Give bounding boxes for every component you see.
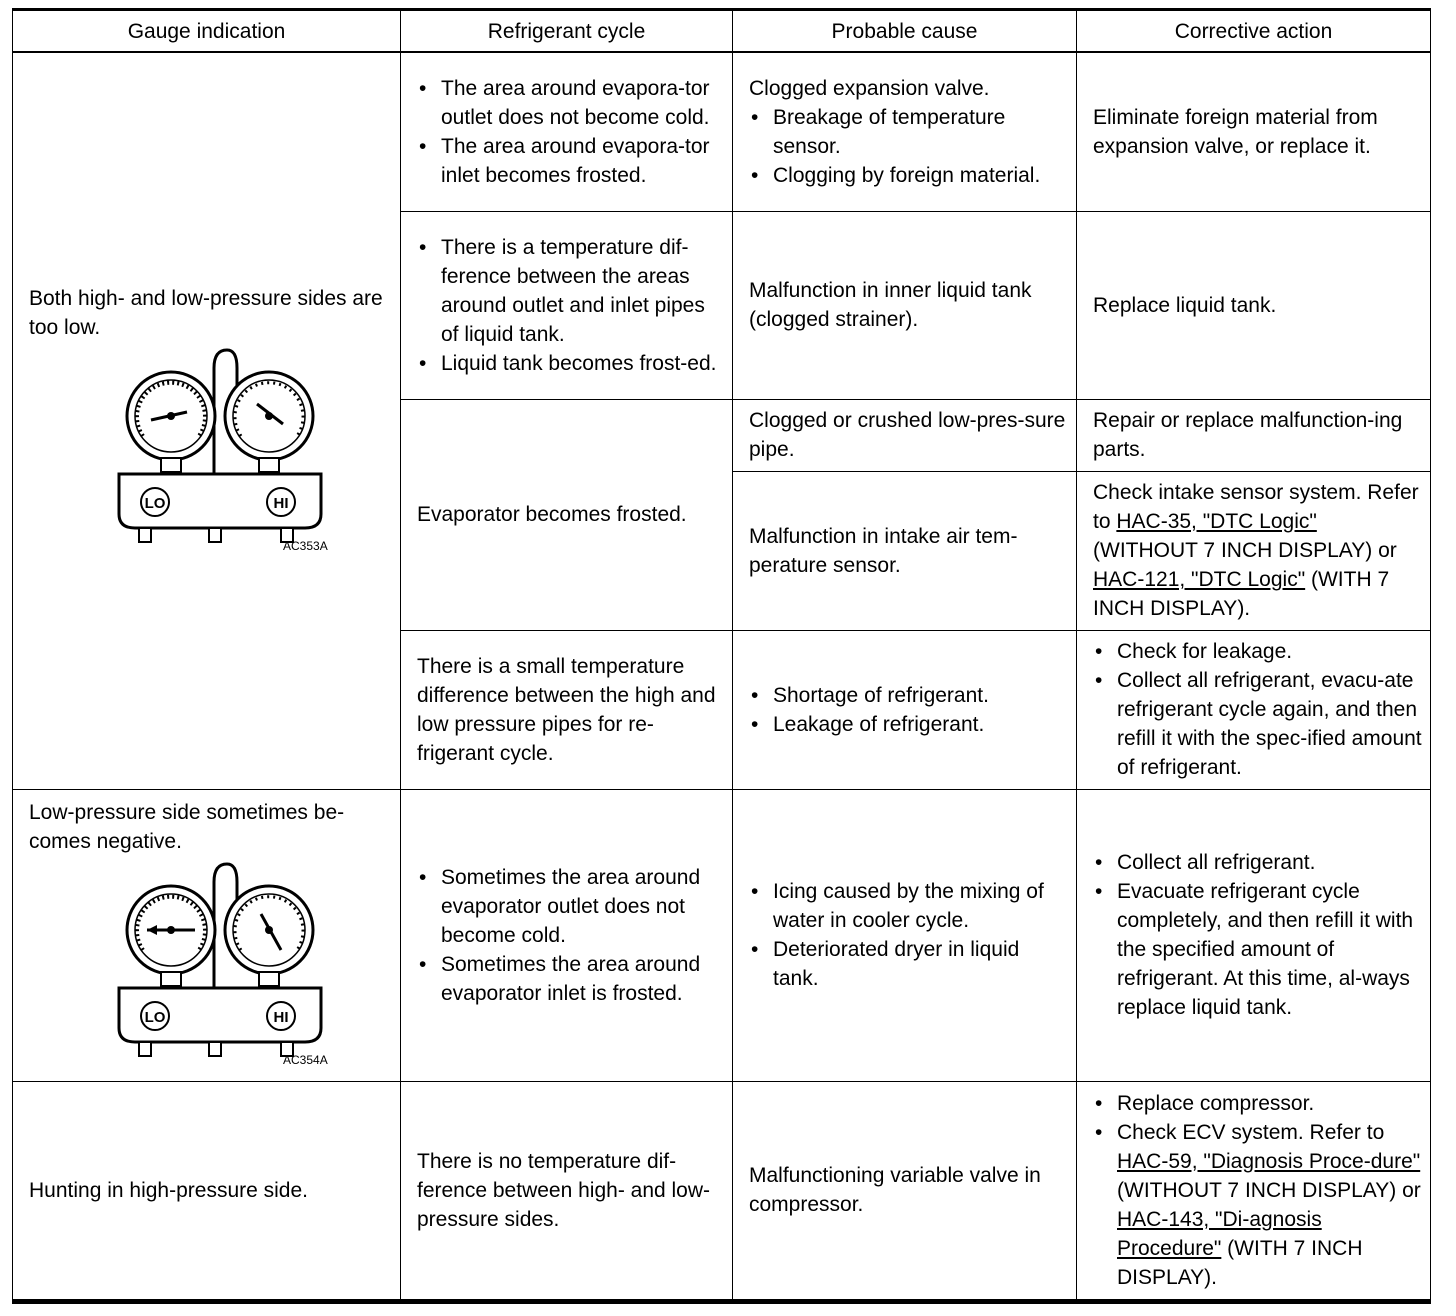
- table-row: [13, 789, 1431, 1081]
- action-text: (WITH 7 INCH DISPLAY).: [1117, 1236, 1363, 1289]
- list-item: • The area around evapora-tor inlet becomes frosted.: [417, 132, 724, 190]
- action-cell: [1077, 789, 1431, 1081]
- cause-cell: Malfunctioning variable valve in compressor.: [733, 1081, 1077, 1301]
- gauge-cell-negative: [13, 789, 401, 1081]
- action-text: (WITHOUT 7 INCH DISPLAY) or: [1117, 1178, 1421, 1202]
- list-item: • Clogging by foreign material.: [749, 161, 1068, 190]
- list-item: • Check for leakage.: [1093, 637, 1422, 666]
- figure-code: AC354A: [283, 1053, 328, 1067]
- action-cell: [1077, 1081, 1431, 1301]
- link-hac-35[interactable]: HAC-35, "DTC Logic": [1116, 510, 1317, 533]
- table-row: [13, 1081, 1431, 1301]
- table-row: [13, 52, 1431, 211]
- header-corrective-action: Corrective action: [1077, 10, 1431, 53]
- cycle-cell: [401, 789, 733, 1081]
- hi-label: HI: [273, 1009, 289, 1026]
- lo-label: LO: [144, 1009, 166, 1026]
- gauge-indication-text: Low-pressure side sometimes be-comes negative.: [29, 801, 345, 853]
- manifold-gauge-icon: [99, 348, 339, 558]
- cycle-cell: [401, 211, 733, 399]
- cause-cell: Malfunction in inner liquid tank (clogged strainer).: [733, 211, 1077, 399]
- list-item: • Collect all refrigerant.: [1093, 848, 1422, 877]
- link-hac-59[interactable]: HAC-59, "Diagnosis Proce-dure": [1117, 1149, 1421, 1173]
- cause-cell: Malfunction in intake air tem-perature sensor.: [733, 471, 1077, 630]
- list-item: • Leakage of refrigerant.: [749, 710, 1068, 739]
- action-cell: Eliminate foreign material from expansion valve, or replace it.: [1077, 52, 1431, 211]
- cause-cell: [733, 630, 1077, 789]
- header-row: [13, 10, 1431, 53]
- action-text: (WITHOUT 7 INCH DISPLAY) or: [1093, 539, 1397, 562]
- link-hac-121[interactable]: HAC-121, "DTC Logic": [1093, 568, 1306, 591]
- action-text: Check intake sensor system. Refer to: [1093, 481, 1419, 533]
- list-item: • Deteriorated dryer in liquid tank.: [749, 935, 1068, 993]
- action-cell: Repair or replace malfunction-ing parts.: [1077, 399, 1431, 471]
- list-item: • Evacuate refrigerant cycle completely, and then refill it with the specified amount of refrigerant. At this time, al-ways replace liquid tank.: [1093, 877, 1422, 1022]
- list-item: • There is a temperature dif-ference between the areas around outlet and inlet pipes of liquid tank.: [417, 233, 724, 349]
- list-item: • Icing caused by the mixing of water in cooler cycle.: [749, 877, 1068, 935]
- action-cell: [1077, 630, 1431, 789]
- cause-intro: Clogged expansion valve.: [749, 76, 990, 100]
- list-item: • Breakage of temperature sensor.: [749, 103, 1068, 161]
- header-refrigerant-cycle: Refrigerant cycle: [401, 10, 733, 53]
- diagnosis-table: [12, 8, 1431, 1304]
- list-item: • Shortage of refrigerant.: [749, 681, 1068, 710]
- manifold-gauge-icon: [99, 862, 339, 1072]
- action-text: Check ECV system. Refer to: [1117, 1120, 1385, 1144]
- cycle-cell: [401, 52, 733, 211]
- manifold-gauge-figure: [99, 348, 339, 558]
- manifold-gauge-figure: [99, 862, 339, 1072]
- action-cell: Replace liquid tank.: [1077, 211, 1431, 399]
- lo-label: LO: [144, 494, 166, 512]
- cycle-cell: There is a small temperature difference between the high and low pressure pipes for re-frigerant cycle.: [401, 630, 733, 789]
- link-hac-143[interactable]: HAC-143, "Di-agnosis Procedure": [1117, 1207, 1322, 1260]
- gauge-cell-low-pressure: [13, 52, 401, 789]
- cycle-cell: There is no temperature dif-ference between high- and low-pressure sides.: [401, 1081, 733, 1301]
- gauge-cell-hunting: Hunting in high-pressure side.: [13, 1081, 401, 1301]
- cause-cell: Clogged or crushed low-pres-sure pipe.: [733, 399, 1077, 471]
- list-item: • Replace compressor.: [1093, 1089, 1422, 1118]
- header-gauge-indication: Gauge indication: [13, 10, 401, 53]
- cause-cell: [733, 789, 1077, 1081]
- list-item: • The area around evapora-tor outlet does not become cold.: [417, 74, 724, 132]
- action-text: (WITH 7 INCH DISPLAY).: [1093, 568, 1390, 620]
- gauge-indication-text: Both high- and low-pressure sides are too low.: [29, 286, 383, 339]
- list-item: • Sometimes the area around evaporator outlet does not become cold.: [417, 863, 724, 950]
- list-item: • Sometimes the area around evaporator inlet is frosted.: [417, 950, 724, 1008]
- list-item: [1093, 1118, 1422, 1292]
- cause-cell: [733, 52, 1077, 211]
- header-probable-cause: Probable cause: [733, 10, 1077, 53]
- cycle-cell: Evaporator becomes frosted.: [401, 399, 733, 630]
- action-cell: [1077, 471, 1431, 630]
- list-item: • Collect all refrigerant, evacu-ate refrigerant cycle again, and then refill it with the spec-ified amount of refrigerant.: [1093, 666, 1422, 782]
- list-item: • Liquid tank becomes frost-ed.: [417, 349, 724, 378]
- figure-code: AC353A: [283, 538, 328, 553]
- hi-label: HI: [273, 494, 289, 512]
